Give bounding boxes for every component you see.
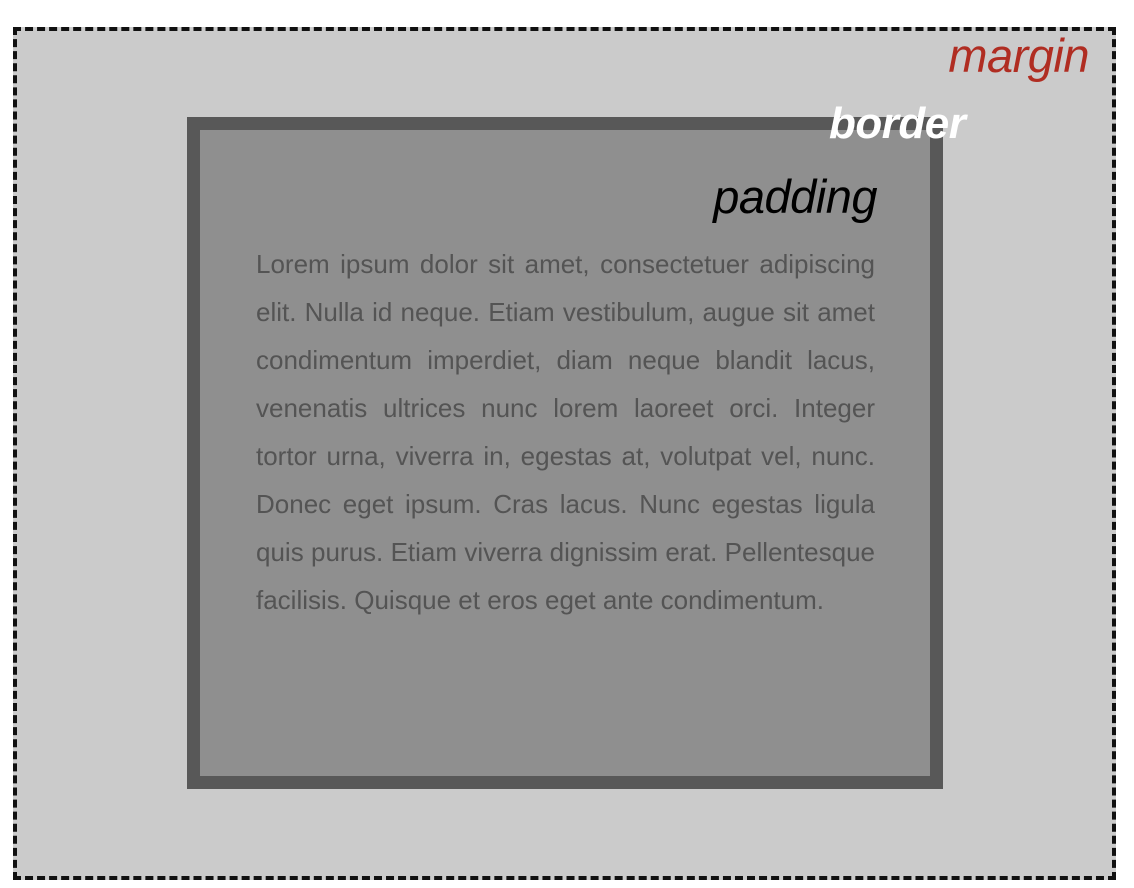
margin-label: margin — [948, 29, 1089, 82]
border-label: border — [829, 99, 966, 148]
content-paragraph: Lorem ipsum dolor sit amet, consectetuer adipiscing elit. Nulla id neque. Etiam vestibulum, augue sit amet condimentum imperdiet, diam neque blandit lacus, venenatis ultrices nunc lorem laoreet orci. Integer tortor urna, viverra in, egestas at, volutpat vel, nunc. Donec eget ipsum. Cras lacus. Nunc egestas ligula quis purus. Etiam viverra dignissim erat. Pellentesque facilisis. Quisque et eros eget ante condimentum. — [256, 249, 875, 615]
padding-label: padding — [713, 170, 877, 223]
